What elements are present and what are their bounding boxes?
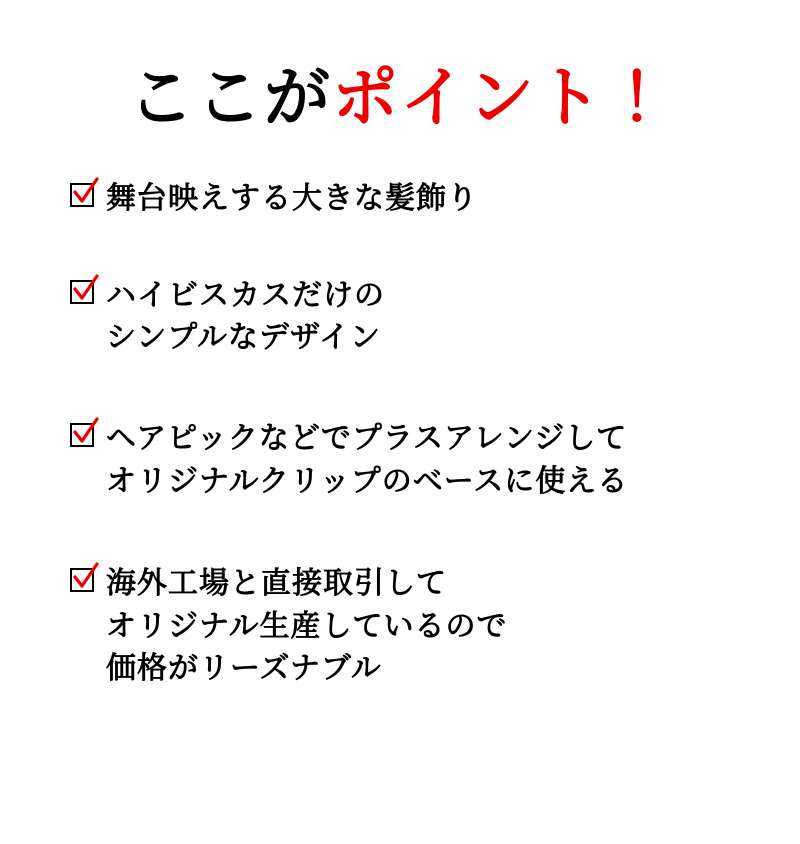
points-list [0, 178, 800, 691]
list-item-line: シンプルなデザイン [106, 320, 381, 356]
list-item-line: 海外工場と直接取引して [106, 566, 447, 602]
promo-banner [0, 44, 800, 844]
list-item-line: 価格がリーズナブル [106, 651, 382, 687]
checked-checkbox-icon [70, 183, 94, 207]
list-item-line: 舞台映えする大きな髪飾り [106, 181, 478, 217]
checked-checkbox-icon [70, 568, 94, 592]
page-title-red-part: ポイント！ [332, 58, 672, 137]
page-title-black-part: ここが [128, 58, 332, 137]
checked-checkbox-icon [70, 423, 94, 447]
list-item [72, 275, 800, 360]
list-item [72, 563, 800, 691]
list-item-line: ハイビスカスだけの [106, 277, 385, 313]
list-item [72, 418, 800, 503]
list-item-line: オリジナルクリップのベースに使える [106, 463, 629, 499]
list-item [72, 178, 800, 221]
page-title [0, 44, 800, 137]
list-item-line: ヘアピックなどでプラスアレンジして [106, 421, 628, 456]
list-item-line: オリジナル生産しているので [106, 608, 508, 644]
checked-checkbox-icon [70, 280, 94, 304]
